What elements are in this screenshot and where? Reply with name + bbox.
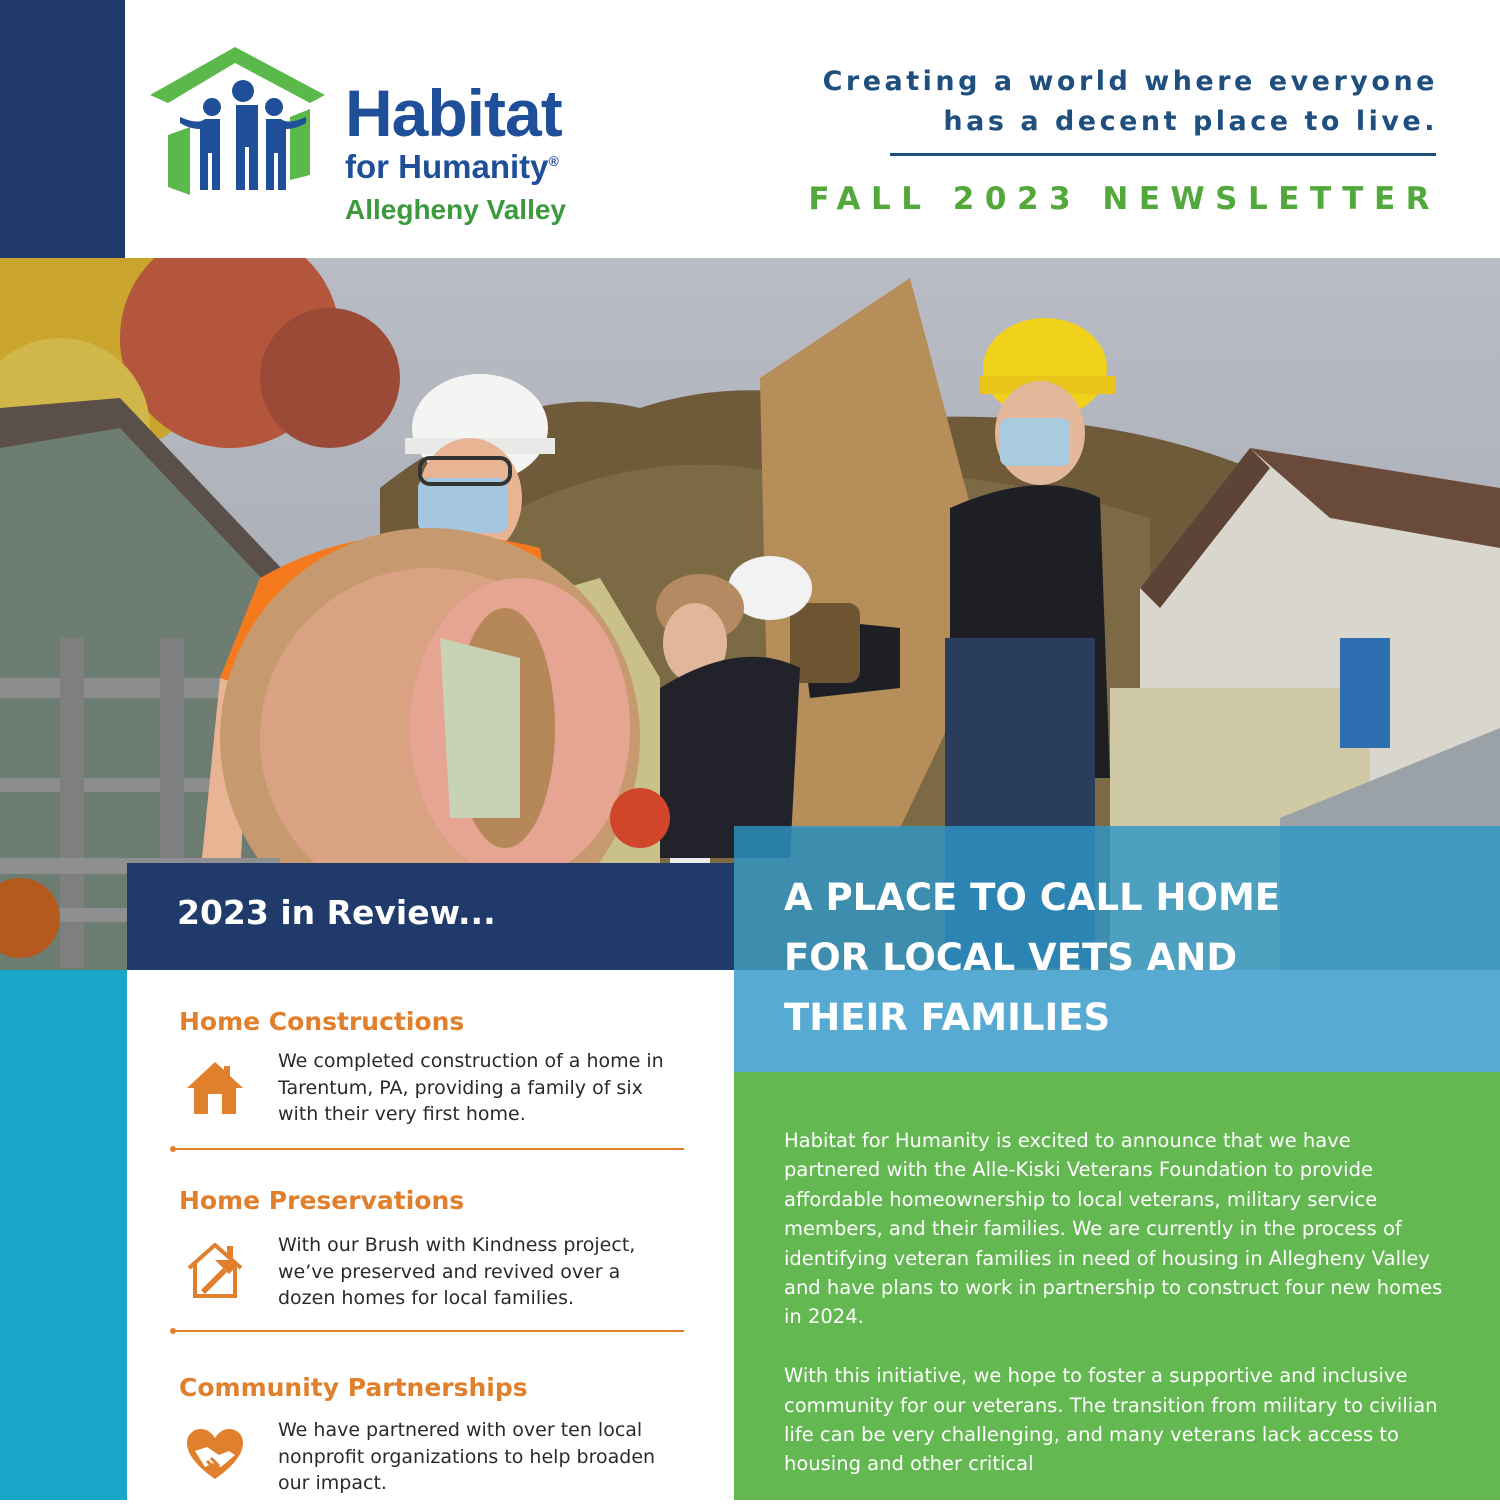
tagline-line-2: has a decent place to live.: [943, 106, 1438, 137]
feature-title: A PLACE TO CALL HOME FOR LOCAL VETS AND THEIR FAMILIES: [784, 876, 1281, 1039]
section-divider: [172, 1330, 684, 1332]
community-partnerships-heading: Community Partnerships: [179, 1373, 528, 1402]
review-header-bar: [127, 863, 734, 970]
community-partnerships-text: We have partnered with over ten local nonprofit organizations to help broaden our impact.: [278, 1419, 656, 1494]
review-panel: [127, 970, 734, 1500]
logo-habitat-text: Habitat: [345, 76, 562, 150]
logo-for-humanity-text: for Humanity®: [345, 148, 559, 185]
left-accent-bar: [0, 970, 127, 1500]
tagline-divider: [890, 153, 1436, 156]
feature-body: [784, 1126, 1444, 1508]
heart-handshake-icon: [185, 1425, 245, 1485]
habitat-house-people-logo-icon: [150, 45, 350, 205]
feature-article: [734, 1072, 1500, 1500]
home-preservations-heading: Home Preservations: [179, 1186, 465, 1215]
feature-banner: [734, 826, 1500, 1072]
logo-allegheny-valley-text: Allegheny Valley: [345, 194, 566, 225]
house-hammer-icon: [185, 1240, 245, 1300]
newsletter-edition: FALL 2023 NEWSLETTER: [808, 181, 1440, 217]
home-preservations-text: With our Brush with Kindness project, we’ve preserved and revived over a dozen homes for local families.: [278, 1234, 636, 1309]
tagline: [823, 62, 1438, 142]
header-accent-bar: [0, 0, 125, 258]
feature-paragraph-1: Habitat for Humanity is excited to announce that we have partnered with the Alle-Kiski Veterans Foundation to provide affordable homeownership to local veterans, military service members, and their families. We are currently in the process of identifying veteran families in need of housing in Allegheny Valley and have plans to work in partnership to construct four new homes in 2024.: [784, 1129, 1443, 1329]
house-icon: [185, 1058, 245, 1118]
home-constructions-text: We completed construction of a home in Tarentum, PA, providing a family of six with their very first home.: [278, 1050, 664, 1125]
section-divider: [172, 1148, 684, 1150]
home-constructions-heading: Home Constructions: [179, 1007, 465, 1036]
feature-paragraph-2: With this initiative, we hope to foster a supportive and inclusive community for our veterans. The transition from military to civilian life can be very challenging, and many veterans lack access to housing and other critical: [784, 1364, 1438, 1476]
review-title: 2023 in Review...: [177, 893, 496, 932]
tagline-line-1: Creating a world where everyone: [822, 66, 1438, 97]
